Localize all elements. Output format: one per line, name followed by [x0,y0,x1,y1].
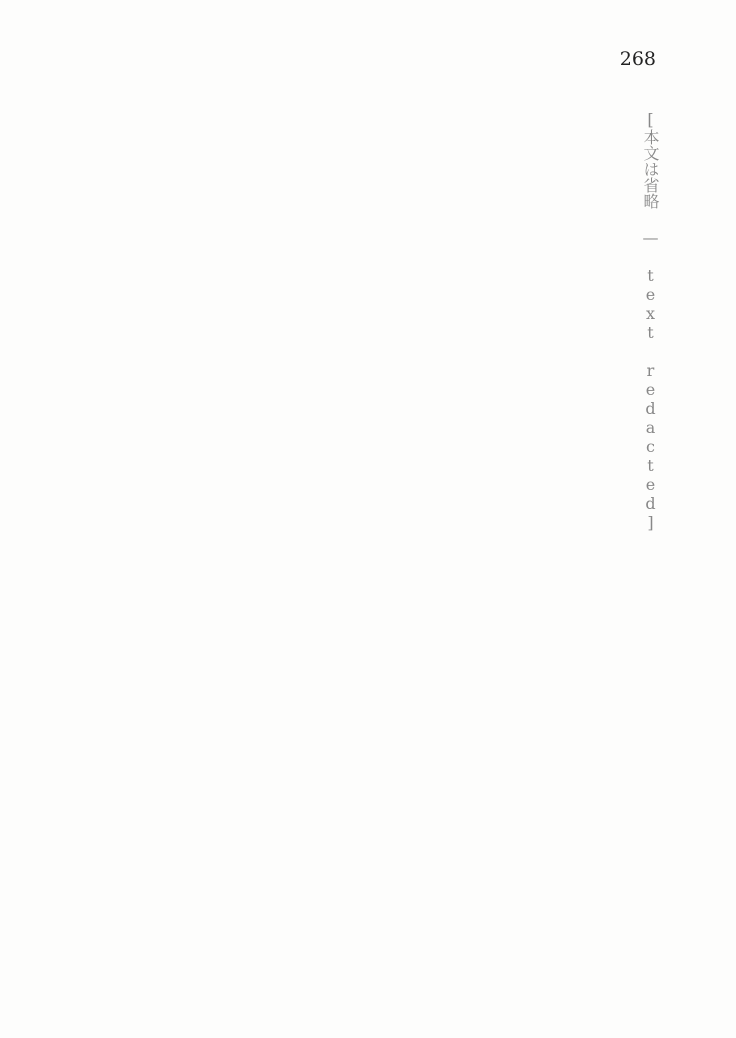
body-text-redacted: [本文は省略 — text redacted] [641,110,660,532]
page-number: 268 [619,48,656,70]
